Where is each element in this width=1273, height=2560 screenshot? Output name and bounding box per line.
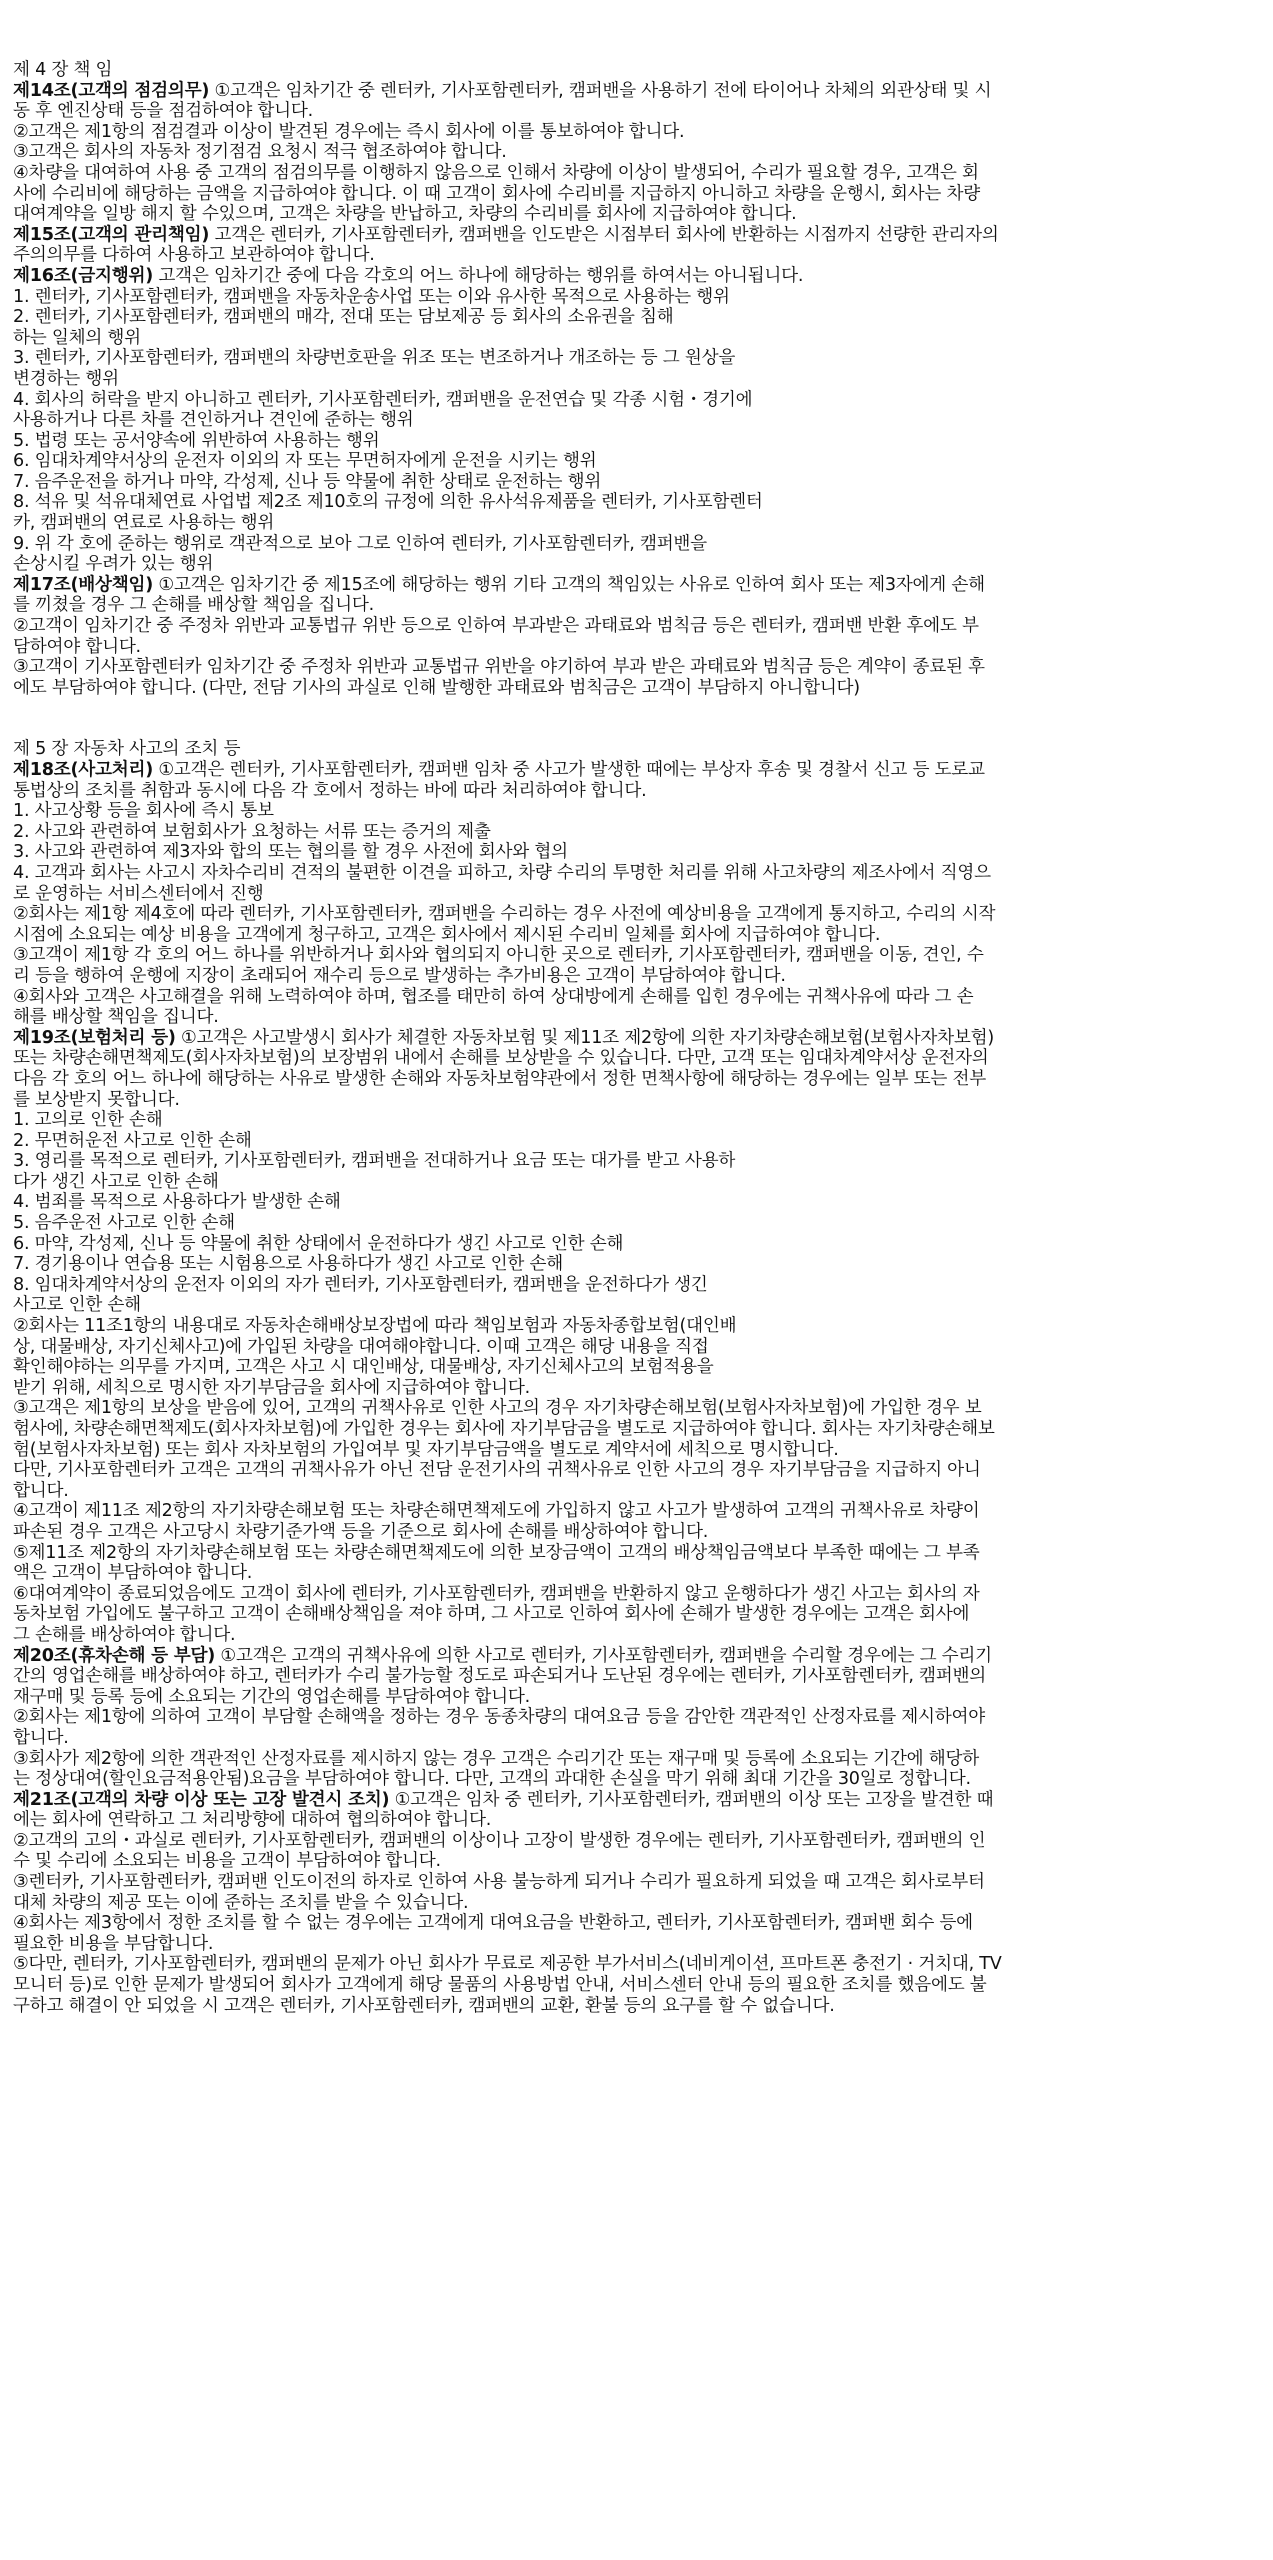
text-line	[13, 451, 1260, 472]
text-line	[13, 1851, 1260, 1872]
article-line	[13, 1790, 1260, 1811]
line-text: 다음 각 호의 어느 하나에 해당하는 사유로 발생한 손해와 자동차보험약관에서 정한 면책사항에 해당하는 경우에는 일부 또는 전부	[13, 1068, 987, 1089]
line-text: ②회사는 11조1항의 내용대로 자동차손해배상보장법에 따라 책임보험과 자동차종합보험(대인배	[13, 1316, 737, 1337]
article-title: 제19조(보험처리 등)	[13, 1027, 176, 1048]
line-text: ③고객이 제1항 각 호의 어느 하나를 위반하거나 회사와 협의되지 아니한 곳으로 렌터카, 기사포함렌터카, 캠퍼밴을 이동, 견인, 수	[13, 945, 984, 966]
line-text: 3. 영리를 목적으로 렌터카, 기사포함렌터카, 캠퍼밴을 전대하거나 요금 또는 대가를 받고 사용하	[13, 1151, 736, 1172]
text-line	[13, 1563, 1260, 1584]
line-text: 5. 음주운전 사고로 인한 손해	[13, 1213, 235, 1234]
line-text: 구하고 해결이 안 되었을 시 고객은 렌터카, 기사포함렌터카, 캠퍼밴의 교환, 환불 등의 요구를 할 수 없습니다.	[13, 1995, 835, 2016]
text-line	[13, 307, 1260, 328]
line-text: 간의 영업손해를 배상하여야 하고, 렌터카가 수리 불가능할 정도로 파손되거나 도난된 경우에는 렌터카, 기사포함렌터카, 캠퍼밴의	[13, 1666, 987, 1687]
line-text: 를 보상받지 못합니다.	[13, 1089, 180, 1110]
article-line	[13, 760, 1260, 781]
text-line	[13, 1893, 1260, 1914]
line-text: 모니터 등)로 인한 문제가 발생되어 회사가 고객에게 해당 물품의 사용방법 안내, 서비스센터 안내 등의 필요한 조치를 했음에도 불	[13, 1975, 987, 1996]
line-text: 해를 배상할 책임을 집니다.	[13, 1007, 219, 1028]
line-text: ②고객의 고의・과실로 렌터카, 기사포함렌터카, 캠퍼밴의 이상이나 고장이 발생한 경우에는 렌터카, 기사포함렌터카, 캠퍼밴의 인	[13, 1830, 986, 1851]
text-line	[13, 822, 1260, 843]
text-line	[13, 657, 1260, 678]
line-text: 고객은 임차기간 중에 다음 각호의 어느 하나에 해당하는 행위를 하여서는 아니됩니다.	[153, 265, 804, 286]
line-text: 2. 무면허운전 사고로 인한 손해	[13, 1130, 252, 1151]
text-line	[13, 1707, 1260, 1728]
line-text: ③렌터카, 기사포함렌터카, 캠퍼밴 인도이전의 하자로 인하여 사용 불능하게 되거나 수리가 필요하게 되었을 때 고객은 회사로부터	[13, 1872, 985, 1893]
text-line	[13, 781, 1260, 802]
line-text: 하는 일체의 행위	[13, 327, 141, 348]
text-line	[13, 616, 1260, 637]
line-text: 사고로 인한 손해	[13, 1295, 141, 1316]
line-text: 를 끼쳤을 경우 그 손해를 배상할 책임을 집니다.	[13, 595, 374, 616]
text-line	[13, 348, 1260, 369]
line-text: 그 손해를 배상하여야 합니다.	[13, 1624, 236, 1645]
text-line	[13, 1501, 1260, 1522]
line-text: 수 및 수리에 소요되는 비용을 고객이 부담하여야 합니다.	[13, 1851, 441, 1872]
line-text: 에는 회사에 연락하고 그 처리방향에 대하여 협의하여야 합니다.	[13, 1810, 492, 1831]
article-title: 제18조(사고처리)	[13, 760, 154, 780]
line-text: 다가 생긴 사고로 인한 손해	[13, 1171, 219, 1192]
line-text: 필요한 비용을 부담합니다.	[13, 1933, 214, 1954]
text-line	[13, 1872, 1260, 1893]
text-line	[13, 328, 1260, 349]
line-text: 9. 위 각 호에 준하는 행위로 객관적으로 보아 그로 인하여 렌터카, 기사포함렌터카, 캠퍼밴을	[13, 533, 707, 554]
line-text: ⑤제11조 제2항의 자기차량손해보험 또는 차량손해면책제도에 의한 보장금액이 고객의 배상책임금액보다 부족한 때에는 그 부족	[13, 1542, 980, 1563]
line-text: 합니다.	[13, 1480, 69, 1501]
line-text: 6. 임대차계약서상의 운전자 이외의 자 또는 무면허자에게 운전을 시키는 행위	[13, 451, 597, 472]
text-line	[13, 472, 1260, 493]
line-text: 4. 범죄를 목적으로 사용하다가 발생한 손해	[13, 1192, 341, 1213]
text-line	[13, 101, 1260, 122]
line-text: 3. 렌터카, 기사포함렌터카, 캠퍼밴의 차량번호판을 위조 또는 변조하거나 개조하는 등 그 원상을	[13, 348, 736, 369]
article-line	[13, 225, 1260, 246]
line-text: 8. 임대차계약서상의 운전자 이외의 자가 렌터카, 기사포함렌터카, 캠퍼밴을 운전하다가 생긴	[13, 1274, 708, 1295]
text-line	[13, 287, 1260, 308]
line-text: 에도 부담하여야 합니다. (다만, 전담 기사의 과실로 인해 발행한 과태료와 범칙금은 고객이 부담하지 아니합니다)	[13, 677, 860, 698]
line-text: 재구매 및 등록 등에 소요되는 기간의 영업손해를 부담하여야 합니다.	[13, 1686, 530, 1707]
line-text: 받기 위해, 세칙으로 명시한 자기부담금을 회사에 지급하여야 합니다.	[13, 1377, 530, 1398]
line-text: ①고객은 임차기간 중 렌터카, 기사포함렌터카, 캠퍼밴을 사용하기 전에 타이어나 차체의 외관상태 및 시	[209, 80, 992, 101]
line-text: 손상시킬 우려가 있는 행위	[13, 554, 214, 575]
line-text: 대여계약을 일방 해지 할 수있으며, 고객은 차량을 반납하고, 차량의 수리비를 회사에 지급하여야 합니다.	[13, 204, 797, 225]
text-line	[13, 1604, 1260, 1625]
text-line	[13, 1398, 1260, 1419]
line-text: 고객은 렌터카, 기사포함렌터카, 캠퍼밴을 인도받은 시점부터 회사에 반환하는 시점까지 선량한 관리자의	[209, 224, 999, 245]
text-line	[13, 1234, 1260, 1255]
text-line	[13, 1584, 1260, 1605]
text-line	[13, 1913, 1260, 1934]
article-title: 제14조(고객의 점검의무)	[13, 80, 210, 101]
line-text: ③고객이 기사포함렌터카 임차기간 중 주정차 위반과 교통법규 위반을 야기하여 부과 받은 과태료와 범칙금 등은 계약이 종료된 후	[13, 657, 985, 678]
text-line	[13, 1996, 1260, 2017]
line-text: ①고객은 렌터카, 기사포함렌터카, 캠퍼밴 임차 중 사고가 발생한 때에는 부상자 후송 및 경찰서 신고 등 도로교	[153, 760, 985, 780]
text-line	[13, 554, 1260, 575]
text-line	[13, 637, 1260, 658]
line-text: 동 후 엔진상태 등을 점검하여야 합니다.	[13, 101, 313, 122]
text-line	[13, 390, 1260, 411]
text-line	[13, 1151, 1260, 1172]
text-line	[13, 431, 1260, 452]
article-title: 제16조(금지행위)	[13, 265, 154, 286]
text-line	[13, 1769, 1260, 1790]
line-text: 4. 회사의 허락을 받지 아니하고 렌터카, 기사포함렌터카, 캠퍼밴을 운전연습 및 각종 시험・경기에	[13, 389, 753, 410]
line-text: 사용하거나 다른 차를 견인하거나 견인에 준하는 행위	[13, 410, 414, 431]
line-text: 5. 법령 또는 공서양속에 위반하여 사용하는 행위	[13, 430, 380, 451]
text-line	[13, 945, 1260, 966]
text-line	[13, 492, 1260, 513]
chapter-heading: 제 4 장 책 임	[13, 60, 113, 80]
line-text: 합니다.	[13, 1727, 69, 1748]
line-text: 사에 수리비에 해당하는 금액을 지급하여야 합니다. 이 때 고객이 회사에 수리비를 지급하지 아니하고 차량을 운행시, 회사는 차량	[13, 183, 980, 204]
chapter-heading: 제 5 장 자동차 사고의 조치 등	[13, 739, 241, 760]
line-text: ②회사는 제1항 제4호에 따라 렌터카, 기사포함렌터카, 캠퍼밴을 수리하는 경우 사전에 예상비용을 고객에게 통지하고, 수리의 시작	[13, 904, 996, 925]
text-line	[13, 1460, 1260, 1481]
text-line	[13, 801, 1260, 822]
line-text: 담하여야 합니다.	[13, 636, 141, 657]
text-line	[13, 863, 1260, 884]
text-line	[13, 1110, 1260, 1131]
text-line	[13, 1831, 1260, 1852]
text-line	[13, 842, 1260, 863]
text-line	[13, 1440, 1260, 1461]
line-text: 7. 음주운전을 하거나 마약, 각성제, 신나 등 약물에 취한 상태로 운전하는 행위	[13, 471, 602, 492]
text-line	[13, 966, 1260, 987]
line-text: 파손된 경우 고객은 사고당시 차량기준가액 등을 기준으로 회사에 손해를 배상하여야 합니다.	[13, 1521, 709, 1542]
text-line	[13, 1254, 1260, 1275]
line-text: ②회사는 제1항에 의하여 고객이 부담할 손해액을 정하는 경우 동종차량의 대여요금 등을 감안한 객관적인 산정자료를 제시하여야	[13, 1707, 986, 1728]
line-text: 액은 고객이 부담하여야 합니다.	[13, 1563, 253, 1584]
text-line	[13, 1007, 1260, 1028]
article-line	[13, 575, 1260, 596]
line-text: 리 등을 행하여 운행에 지장이 초래되어 재수리 등으로 발생하는 추가비용은 고객이 부담하여야 합니다.	[13, 965, 786, 986]
section-gap	[13, 698, 1260, 739]
line-text: ①고객은 임차 중 렌터카, 기사포함렌터카, 캠퍼밴의 이상 또는 고장을 발견한 때	[389, 1789, 994, 1810]
line-text: ③고객은 회사의 자동차 정기점검 요청시 적극 협조하여야 합니다.	[13, 142, 507, 163]
line-text: 다만, 기사포함렌터카 고객은 고객의 귀책사유가 아닌 전담 운전기사의 귀책사유로 인한 사고의 경우 자기부담금을 지급하지 아니	[13, 1460, 981, 1481]
line-text: 6. 마약, 각성제, 신나 등 약물에 취한 상태에서 운전하다가 생긴 사고로 인한 손해	[13, 1233, 624, 1254]
text-line	[13, 1522, 1260, 1543]
line-text: ①고객은 고객의 귀책사유에 의한 사고로 렌터카, 기사포함렌터카, 캠퍼밴을 수리할 경우에는 그 수리기	[215, 1645, 992, 1666]
line-text: ⑤다만, 렌터카, 기사포함렌터카, 캠퍼밴의 문제가 아닌 회사가 무료로 제공한 부가서비스(네비게이션, 프마트폰 충전기 · 거치대, TV	[13, 1954, 1002, 1975]
text-line	[13, 1728, 1260, 1749]
line-text: 7. 경기용이나 연습용 또는 시험용으로 사용하다가 생긴 사고로 인한 손해	[13, 1254, 563, 1275]
text-line	[13, 1749, 1260, 1770]
text-line	[13, 1543, 1260, 1564]
line-text: 변경하는 행위	[13, 368, 119, 389]
text-line	[13, 1048, 1260, 1069]
line-text: 험사에, 차량손해면책제도(회사자차보험)에 가입한 경우는 회사에 자기부담금을 별도로 지급하여야 합니다. 회사는 자기차량손해보	[13, 1419, 995, 1439]
line-text: ⑥대여계약이 종료되었음에도 고객이 회사에 렌터카, 기사포함렌터카, 캠퍼밴을 반환하지 않고 운행하다가 생긴 사고는 회사의 자	[13, 1583, 980, 1604]
text-line	[13, 1316, 1260, 1337]
text-line	[13, 1625, 1260, 1646]
line-text: 주의의무를 다하여 사용하고 보관하여야 합니다.	[13, 245, 375, 266]
line-text: 험(보험사자차보험) 또는 회사 자차보험의 가입여부 및 자기부담금액을 별도로 계약서에 세칙으로 명시합니다.	[13, 1439, 839, 1460]
text-line	[13, 1192, 1260, 1213]
line-text: 3. 사고와 관련하여 제3자와 합의 또는 협의를 할 경우 사전에 회사와 협의	[13, 842, 568, 863]
text-line	[13, 1357, 1260, 1378]
text-line	[13, 1419, 1260, 1440]
text-line	[13, 1069, 1260, 1090]
text-line	[13, 142, 1260, 163]
text-line	[13, 163, 1260, 184]
text-line	[13, 513, 1260, 534]
text-line	[13, 410, 1260, 431]
text-line	[13, 1172, 1260, 1193]
article-line	[13, 1646, 1260, 1667]
article-title: 제20조(휴차손해 등 부담)	[13, 1645, 216, 1666]
text-line	[13, 904, 1260, 925]
line-text: 4. 고객과 회사는 사고시 자차수리비 견적의 불편한 이견을 피하고, 차량 수리의 투명한 처리를 위해 사고차량의 제조사에서 직영으	[13, 862, 991, 883]
line-text: ①고객은 임차기간 중 제15조에 해당하는 행위 기타 고객의 책임있는 사유로 인하여 회사 또는 제3자에게 손해	[153, 574, 985, 595]
article-line	[13, 1028, 1260, 1049]
text-line	[13, 1810, 1260, 1831]
text-line	[13, 245, 1260, 266]
line-text: 2. 사고와 관련하여 보험회사가 요청하는 서류 또는 증거의 제출	[13, 821, 491, 842]
text-line	[13, 1275, 1260, 1296]
line-text: ④고객이 제11조 제2항의 자기차량손해보험 또는 차량손해면책제도에 가입하지 않고 사고가 발생하여 고객의 귀책사유로 차량이	[13, 1501, 980, 1522]
line-text: 통법상의 조치를 취함과 동시에 다음 각 호에서 정하는 바에 따라 처리하여야 합니다.	[13, 780, 647, 801]
text-line	[13, 1666, 1260, 1687]
text-line	[13, 534, 1260, 555]
line-text: ②고객은 제1항의 점검결과 이상이 발견된 경우에는 즉시 회사에 이를 통보하여야 합니다.	[13, 121, 685, 142]
line-text: 1. 렌터카, 기사포함렌터카, 캠퍼밴을 자동차운송사업 또는 이와 유사한 목적으로 사용하는 행위	[13, 286, 730, 307]
line-text: 또는 차량손해면책제도(회사자차보험)의 보장범위 내에서 손해를 보상받을 수 있습니다. 다만, 고객 또는 임대차계약서상 운전자의	[13, 1048, 989, 1069]
text-line	[13, 987, 1260, 1008]
article-title: 제21조(고객의 차량 이상 또는 고장 발견시 조치)	[13, 1789, 390, 1810]
line-text: 동차보험 가입에도 불구하고 고객이 손해배상책임을 져야 하며, 그 사고로 인하여 회사에 손해가 발생한 경우에는 고객은 회사에	[13, 1604, 970, 1625]
line-text: ④차량을 대여하여 사용 중 고객의 점검의무를 이행하지 않음으로 인해서 차량에 이상이 발생되어, 수리가 필요할 경우, 고객은 회	[13, 162, 979, 183]
text-line	[13, 122, 1260, 143]
line-text: ①고객은 사고발생시 회사가 체결한 자동차보험 및 제11조 제2항에 의한 자기차량손해보험(보험사자차보험)	[175, 1027, 994, 1048]
line-text: 시점에 소요되는 예상 비용을 고객에게 청구하고, 고객은 회사에서 제시된 수리비 일체를 회사에 지급하여야 합니다.	[13, 924, 881, 945]
line-text: ③고객은 제1항의 보상을 받음에 있어, 고객의 귀책사유로 인한 사고의 경우 자기차량손해보험(보험사자차보험)에 가입한 경우 보	[13, 1398, 982, 1419]
line-text: ③회사가 제2항에 의한 객관적인 산정자료를 제시하지 않는 경우 고객은 수리기간 또는 재구매 및 등록에 소요되는 기간에 해당하	[13, 1748, 979, 1769]
article-title: 제15조(고객의 관리책임)	[13, 224, 210, 245]
text-line	[13, 595, 1260, 616]
text-line	[13, 1131, 1260, 1152]
line-text: 대체 차량의 제공 또는 이에 준하는 조치를 받을 수 있습니다.	[13, 1892, 469, 1913]
text-line	[13, 369, 1260, 390]
text-line	[13, 184, 1260, 205]
text-line	[13, 1975, 1260, 1996]
text-line	[13, 1378, 1260, 1399]
line-text: 1. 고의로 인한 손해	[13, 1110, 163, 1131]
article-line	[13, 81, 1260, 102]
text-line	[13, 1934, 1260, 1955]
text-line	[13, 1687, 1260, 1708]
line-text: 1. 사고상황 등을 회사에 즉시 통보	[13, 801, 274, 822]
text-line	[13, 1337, 1260, 1358]
line-text: 로 운영하는 서비스센터에서 진행	[13, 883, 264, 904]
text-line	[13, 1213, 1260, 1234]
line-text: ④회사와 고객은 사고해결을 위해 노력하여야 하며, 협조를 태만히 하여 상대방에게 손해를 입힌 경우에는 귀책사유에 따라 그 손	[13, 986, 974, 1007]
line-text: 는 정상대여(할인요금적용안됨)요금을 부담하여야 합니다. 다만, 고객의 과대한 손실을 막기 위해 최대 기간을 30일로 정합니다.	[13, 1769, 971, 1790]
line-text: 8. 석유 및 석유대체연료 사업법 제2조 제10호의 규정에 의한 유사석유제품을 렌터카, 기사포함렌터	[13, 492, 763, 513]
text-line	[13, 1295, 1260, 1316]
line-text: 확인해야하는 의무를 가지며, 고객은 사고 시 대인배상, 대물배상, 자기신체사고의 보험적용을	[13, 1357, 714, 1378]
text-line	[13, 925, 1260, 946]
text-line	[13, 204, 1260, 225]
line-text: ④회사는 제3항에서 정한 조치를 할 수 없는 경우에는 고객에게 대여요금을 반환하고, 렌터카, 기사포함렌터카, 캠퍼밴 회수 등에	[13, 1913, 973, 1934]
line-text: 2. 렌터카, 기사포함렌터카, 캠퍼밴의 매각, 전대 또는 담보제공 등 회사의 소유권을 침해	[13, 307, 674, 328]
text-line	[13, 1954, 1260, 1975]
text-line	[13, 678, 1260, 699]
line-text: ②고객이 임차기간 중 주정차 위반과 교통법규 위반 등으로 인하여 부과받은 과태료와 범칙금 등은 렌터카, 캠퍼밴 반환 후에도 부	[13, 616, 979, 637]
text-line	[13, 884, 1260, 905]
line-text: 상, 대물배상, 자기신체사고)에 가입된 차량을 대여해야합니다. 이때 고객은 해당 내용을 직접	[13, 1336, 709, 1357]
text-line	[13, 1481, 1260, 1502]
article-title: 제17조(배상책임)	[13, 574, 154, 595]
line-text: 카, 캠퍼밴의 연료로 사용하는 행위	[13, 513, 275, 534]
text-line	[13, 1090, 1260, 1111]
article-line	[13, 266, 1260, 287]
